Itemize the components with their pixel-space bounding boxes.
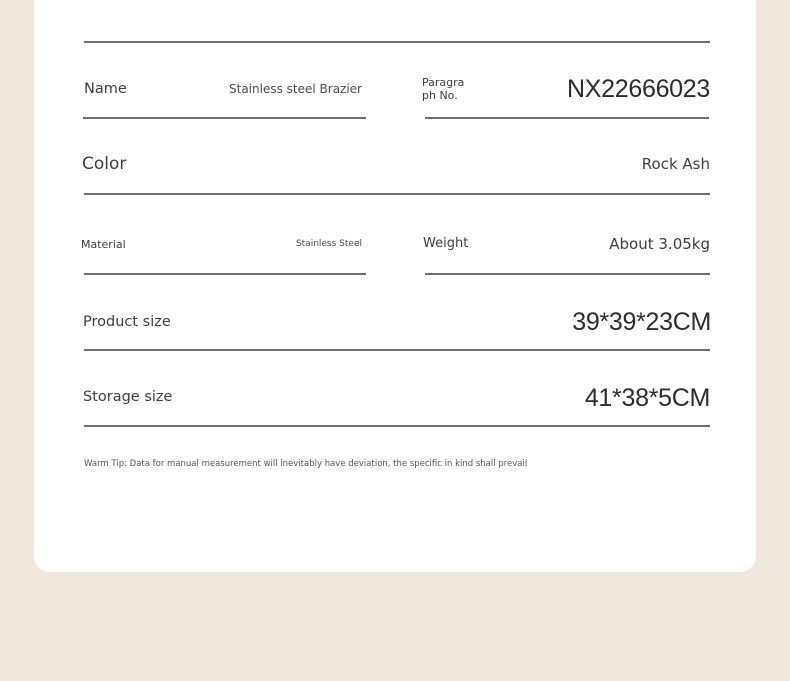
top-divider xyxy=(84,41,710,43)
warm-tip: Warm Tip: Data for manual measurement will inevitably have deviation, the specific in kind shall prevail xyxy=(84,459,528,469)
weight-divider xyxy=(425,273,710,275)
material-label: Material xyxy=(81,238,126,251)
paragraph-divider xyxy=(425,117,709,119)
paragraph-value: NX22666023 xyxy=(567,75,710,103)
material-divider xyxy=(84,273,366,275)
product-size-label: Product size xyxy=(83,314,171,330)
color-divider xyxy=(84,193,710,195)
color-value: Rock Ash xyxy=(641,155,710,173)
storage-size-label: Storage size xyxy=(83,389,173,405)
paragraph-label-line2: ph No. xyxy=(422,89,458,102)
color-label: Color xyxy=(82,154,127,174)
weight-value: About 3.05kg xyxy=(609,235,710,253)
name-value: Stainless steel Brazier xyxy=(229,82,362,96)
product-size-value: 39*39*23CM xyxy=(572,308,711,336)
product-size-divider xyxy=(84,349,710,351)
name-divider xyxy=(83,117,366,119)
paragraph-label-line1: Paragra xyxy=(422,76,465,89)
weight-label: Weight xyxy=(423,236,469,251)
storage-size-value: 41*38*5CM xyxy=(584,384,710,412)
name-label: Name xyxy=(84,81,127,97)
storage-size-divider xyxy=(84,425,710,427)
material-value: Stainless Steel xyxy=(295,239,362,249)
